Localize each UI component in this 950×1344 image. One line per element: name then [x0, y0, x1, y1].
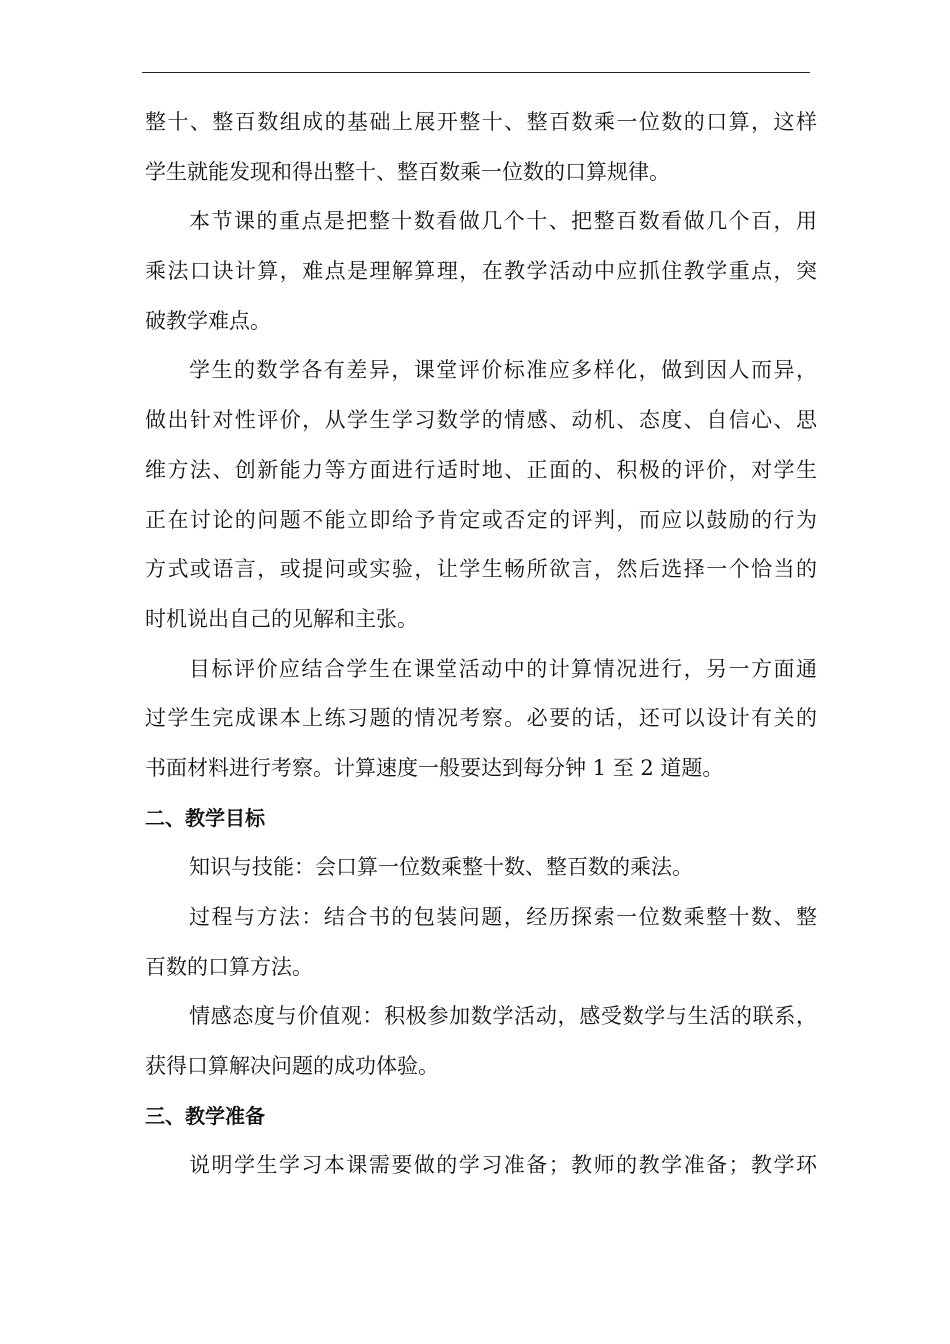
text-line: 破教学难点。: [145, 308, 271, 333]
text-line: 维方法、创新能力等方面进行适时地、正面的、积极的评价，对学生: [145, 457, 817, 482]
text-line: 时机说出自己的见解和主张。: [145, 606, 418, 631]
paragraph-first-line: 情感态度与价值观：积极参加数学活动，感受数学与生活的联系，: [189, 1004, 817, 1029]
text-line: 乘法口诀计算，难点是理解算理，在教学活动中应抓住教学重点，突: [145, 259, 817, 284]
text-line: 获得口算解决问题的成功体验。: [145, 1054, 439, 1079]
paragraph-first-line: 目标评价应结合学生在课堂活动中的计算情况进行，另一方面通: [189, 656, 817, 681]
text-line: 方式或语言，或提问或实验，让学生畅所欲言，然后选择一个恰当的: [145, 557, 817, 582]
section-heading-objectives: 二、教学目标: [145, 805, 265, 830]
header-rule: [142, 72, 810, 73]
paragraph-first-line: 说明学生学习本课需要做的学习准备；教师的教学准备；教学环: [189, 1153, 817, 1178]
text-line: 百数的口算方法。: [145, 954, 313, 979]
text-line: 整十、整百数组成的基础上展开整十、整百数乘一位数的口算，这样: [145, 110, 817, 134]
text-line: 正在讨论的问题不能立即给予肯定或否定的评判，而应以鼓励的行为: [145, 507, 817, 532]
text-line: 书面材料进行考察。计算速度一般要达到每分钟 1 至 2 道题。: [145, 755, 724, 780]
paragraph-first-line: 知识与技能：会口算一位数乘整十数、整百数的乘法。: [189, 855, 693, 880]
text-line: 过学生完成课本上练习题的情况考察。必要的话，还可以设计有关的: [145, 706, 817, 731]
paragraph-first-line: 过程与方法：结合书的包装问题，经历探索一位数乘整十数、整: [189, 905, 817, 929]
text-line: 做出针对性评价，从学生学习数学的情感、动机、态度、自信心、思: [145, 408, 817, 433]
paragraph-first-line: 学生的数学各有差异，课堂评价标准应多样化，做到因人而异，: [189, 358, 817, 383]
document-body: [145, 98, 817, 1191]
section-heading-preparation: 三、教学准备: [145, 1103, 265, 1128]
text-line: 学生就能发现和得出整十、整百数乘一位数的口算规律。: [145, 159, 670, 184]
paragraph-first-line: 本节课的重点是把整十数看做几个十、把整百数看做几个百，用: [189, 209, 817, 234]
